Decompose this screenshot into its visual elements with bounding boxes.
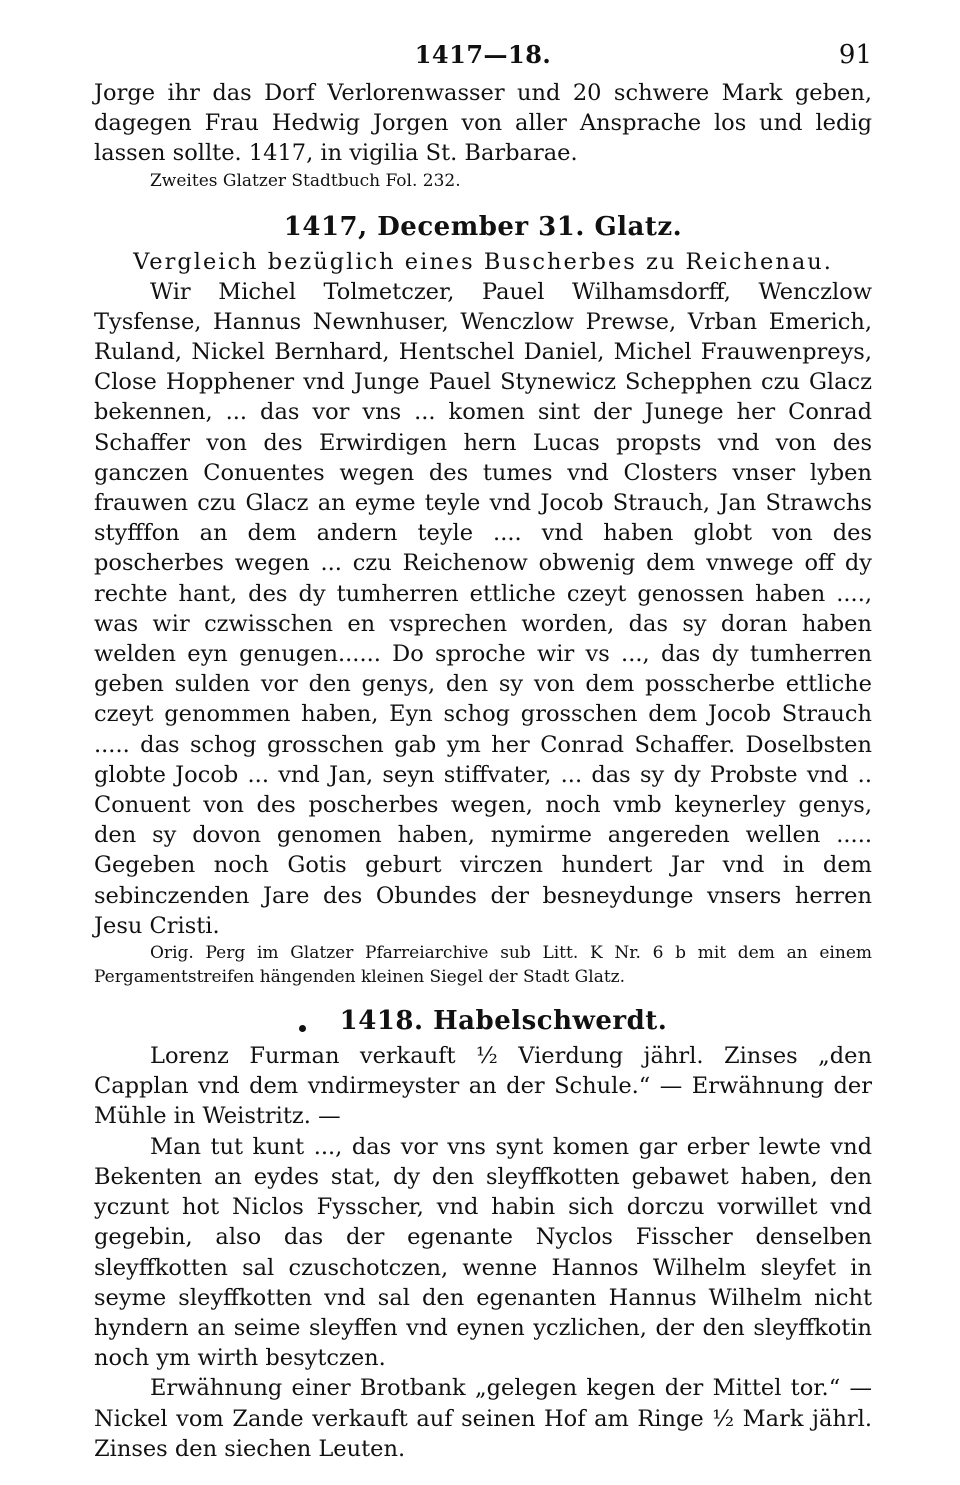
entry-1418-regest: Lorenz Furman verkauft ½ Vierdung jährl. Zinses „den Capplan vnd dem vndirmeyster an der Schule.“ — Erwähnung der Mühle in Weistritz. — bbox=[94, 1043, 872, 1130]
entry-1418-closing: Erwähnung einer Brotbank „gelegen kegen der Mittel tor.“ — Nickel vom Zande verkauft auf seinen Hof am Ringe ½ Mark jährl. Zinses den siechen Leuten. bbox=[94, 1375, 872, 1462]
bullet-dot-icon bbox=[299, 1025, 306, 1032]
entry-1418-text: Man tut kunt ..., das vor vns synt komen gar erber lewte vnd Bekenten an eydes stat, dy den sleyffkotten gebawet haben, den yczunt hot Niclos Fysscher, vnd habin sich dorczu vorwillet vnd gegebin, also das der egenante Nyclos Fisscher denselben sleyffkotten sal czuschotczen, wenne Hannos Wilhelm sleyfet in seyme sleyffkotten vnd sal den egenanten Hannus Wilhelm nicht hyndern an seime sleyffen vnd eynen yczlichen, der den sleyffkotin noch ym wirth besytczen. bbox=[94, 1133, 872, 1372]
entry-1417-dec-source-note: Orig. Perg im Glatzer Pfarreiarchive sub Litt. K Nr. 6 b mit dem an einem Pergamentstreifen hängenden kleinen Siegel der Stadt Glatz. bbox=[94, 943, 872, 988]
entry-1417-continuation-text: Jorge ihr das Dorf Verlorenwasser und 20 schwere Mark geben, dagegen Frau Hedwig Jorgen von aller Ansprache los und ledig lassen sollte. 1417, in vigilia St. Barbarae. bbox=[94, 80, 872, 167]
spacer bbox=[94, 989, 872, 1001]
running-head-years: 1417—18. bbox=[414, 40, 552, 69]
entry-1417-dec-regest: Vergleich bezüglich eines Buscherbes zu Reichenau. bbox=[133, 248, 833, 275]
running-head bbox=[94, 38, 872, 78]
entry-1417-dec-text: Wir Michel Tolmetczer, Pauel Wilhamsdorff, Wenczlow Tysfense, Hannus Newnhuser, Wenczlow Prewse, Vrban Emerich, Ruland, Nickel Bernhard, Hentschel Daniel, Michel Frauwenpreys, Close Hopphener vnd Junge Pauel Stynewicz Schepphen czu Glacz bekennen, ... das vor vns ... komen sint der Junege her Conrad Schaffer von des Erwirdigen hern Lucas propsts vnd von des ganczen Conuentes wegen des tumes vnd Closters vnser lyben frauwen czu Glacz an eyme teyle vnd Jocob Strauch, Jan Strawchs styfffon an dem andern teyle .... vnd haben globt von des poscherbes wegen ... czu Reichenow obwenig dem vnwege off dy rechte hant, des dy tumherren ettliche czeyt genossen haben ...., was wir czwisschen en vsprechen worden, das sy doran haben welden eyn genugen...... Do sproche wir vs ..., das dy tumherren geben sulden vor den genys, den sy von dem posscherbe ettliche czeyt genommen haben, Eyn schog grosschen dem Jocob Strauch ..... das schog grosschen gab ym her Conrad Schaffer. Doselbsten globte Jocob ... vnd Jan, seyn stiffvater, ... das sy dy Probste vnd .. Conuent von des poscherbes wegen, noch vmb keynerley genys, den sy dovon genomen haben, nymirme angereden wellen ..... Gegeben noch Gotis geburt virczen hundert Jar vnd in dem sebinczenden Jare des Obundes der besneydunge vnsers herren Jesu Cristi. bbox=[94, 278, 872, 939]
page-number: 91 bbox=[838, 40, 872, 70]
document-page bbox=[94, 38, 872, 1464]
entry-1417-dec-heading: 1417, December 31. Glatz. bbox=[283, 211, 683, 242]
entry-1417-source-note: Zweites Glatzer Stadtbuch Fol. 232. bbox=[150, 170, 461, 191]
spacer bbox=[94, 193, 872, 207]
entry-1418-heading-text: 1418. Habelschwerdt. bbox=[339, 1006, 668, 1037]
entry-1418-heading bbox=[94, 1001, 872, 1041]
